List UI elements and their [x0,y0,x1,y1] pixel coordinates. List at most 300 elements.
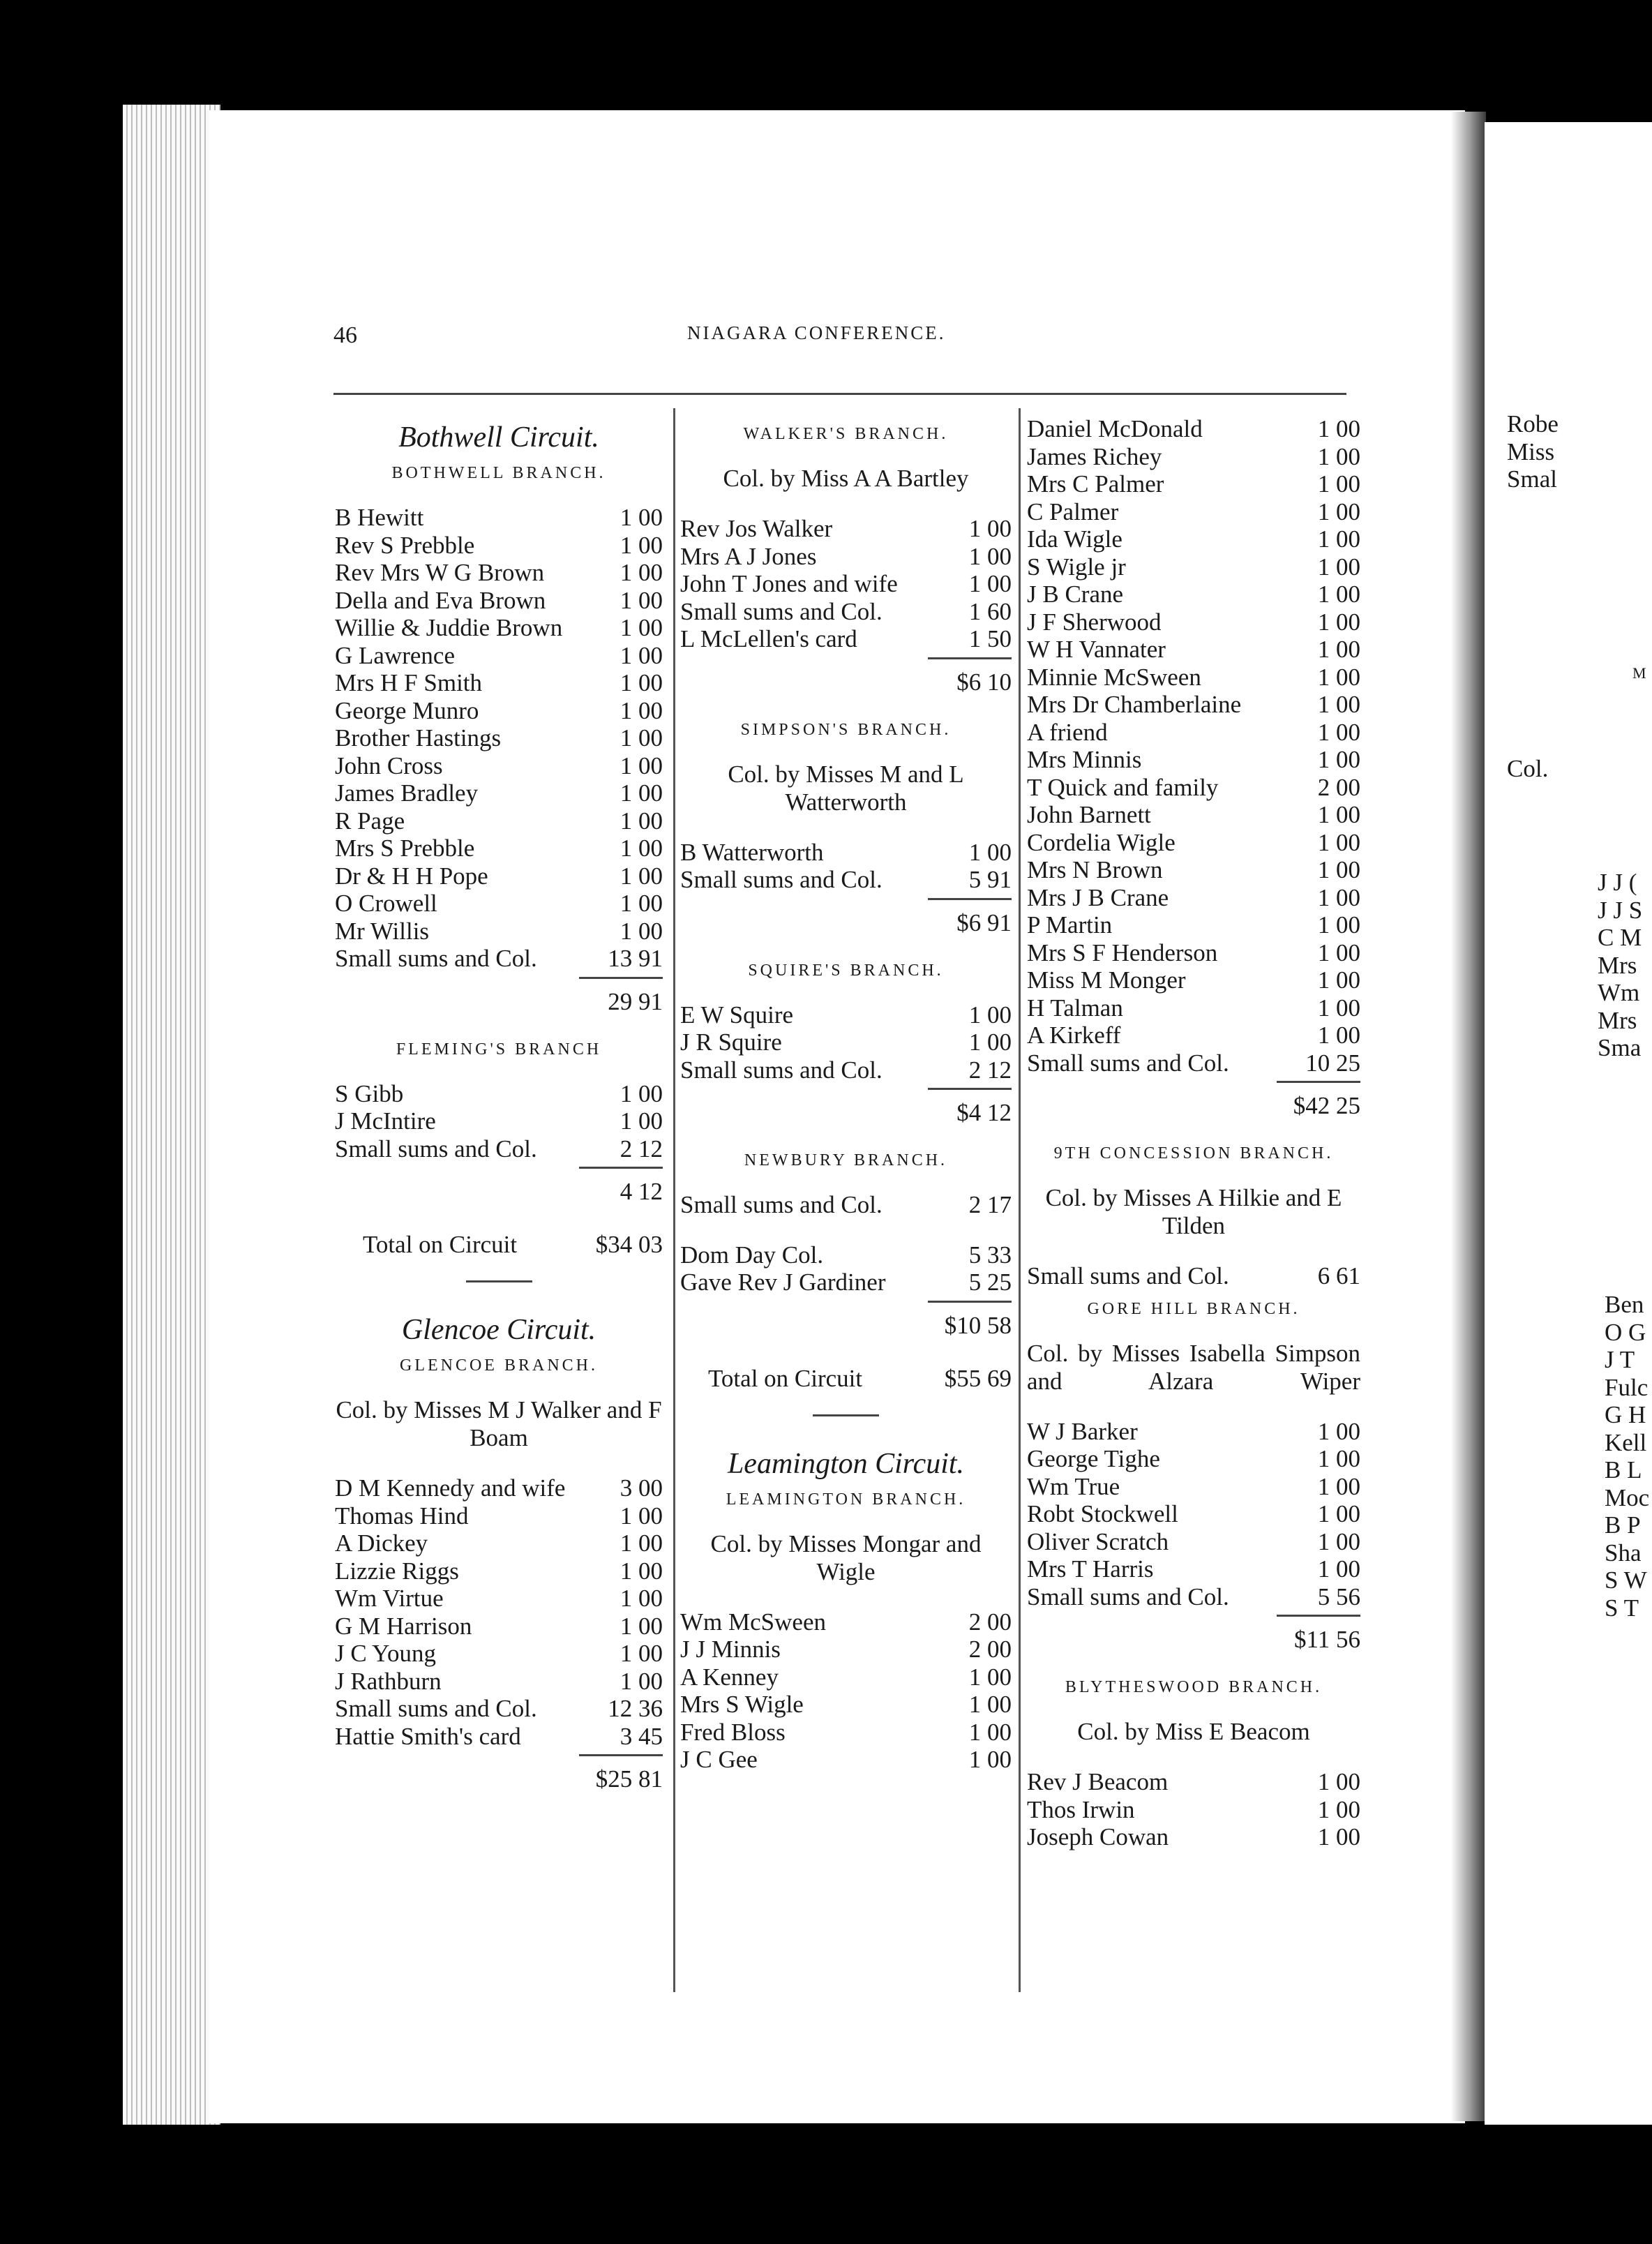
contributor-name: Small sums and Col. [335,1135,537,1162]
contribution-row [335,532,663,560]
facing-page-line: Sha [1605,1539,1642,1566]
contribution-amount: 1 00 [1317,581,1360,608]
contribution-row [335,1640,663,1668]
facing-page-line: Moc [1605,1483,1650,1511]
contribution-amount: 1 00 [1317,1555,1360,1583]
contribution-row [335,752,663,780]
facing-page-fragment-c [1605,1291,1649,1622]
facing-page-line: B L [1605,1456,1642,1483]
contribution-amount: 1 00 [620,890,663,917]
branch-subtotal: $10 58 [944,1311,1012,1339]
contribution-row [680,1608,1012,1636]
sum-rule [579,1754,663,1756]
branch-subtotal: $25 81 [595,1765,663,1793]
contribution-amount: 1 00 [1317,691,1360,718]
contributor-name: Mrs S Wigle [680,1691,804,1718]
contribution-row [1027,746,1360,774]
contribution-amount: 1 00 [968,1663,1012,1691]
collector-line: Col. by Misses M and L Watterworth [728,760,964,816]
contributor-name: H Talman [1027,994,1123,1022]
contributor-name: J C Gee [680,1746,758,1773]
contribution-row [335,1529,663,1557]
contribution-amount: 1 00 [1317,1417,1360,1445]
circuit-total-label: Total on Circuit [363,1231,518,1258]
contribution-amount: 1 00 [620,1585,663,1612]
contribution-row [1027,1262,1360,1290]
contribution-amount: 1 00 [1317,938,1360,966]
book-gutter [1451,112,1486,2121]
sum-rule [928,657,1012,659]
contribution-row [680,570,1012,598]
contribution-amount: 2 00 [1317,773,1360,801]
contributor-name: Wm True [1027,1472,1120,1500]
contribution-amount: 5 56 [1317,1583,1360,1610]
contribution-amount: 1 00 [1317,1795,1360,1823]
facing-page-line: Mrs [1598,1006,1637,1034]
left-column [335,415,663,1818]
branch-heading: WALKER'S BRANCH. [743,425,949,443]
contribution-amount: 1 00 [1317,553,1360,581]
contribution-amount: 10 25 [1305,1049,1360,1077]
contributor-name: Rev Jos Walker [680,515,833,542]
facing-page-line: S T [1605,1594,1639,1622]
contributor-name: Mrs Dr Chamberlaine [1027,691,1242,718]
contribution-amount: 1 00 [968,1718,1012,1746]
branch-heading: 9TH CONCESSION BRANCH. [1053,1144,1334,1162]
contribution-amount: 1 60 [968,597,1012,625]
contribution-amount: 6 61 [1317,1262,1360,1289]
contributor-name: Hattie Smith's card [335,1722,521,1750]
contribution-amount: 2 12 [968,1056,1012,1084]
branch-heading: LEAMINGTON BRANCH. [726,1490,966,1509]
contributor-name: Daniel McDonald [1027,415,1203,442]
contribution-amount: 1 00 [620,504,663,531]
contribution-row [1027,415,1360,443]
contribution-row [680,625,1012,653]
contribution-row [680,866,1012,894]
contribution-row [680,1241,1012,1269]
contribution-amount: 1 00 [1317,718,1360,746]
contribution-row [1027,994,1360,1022]
contribution-row [335,669,663,697]
contribution-row [1027,884,1360,912]
contribution-amount: 1 00 [1317,911,1360,938]
contribution-row [335,835,663,862]
contributor-name: O Crowell [335,890,437,917]
contribution-row [680,1028,1012,1056]
contribution-amount: 2 12 [620,1135,663,1162]
contribution-row [335,1135,663,1163]
contribution-row [680,1719,1012,1746]
contribution-row [1027,856,1360,884]
contributor-name: John T Jones and wife [680,570,898,597]
contributor-name: S Wigle jr [1027,553,1126,581]
circuit-heading: Glencoe Circuit. [401,1314,596,1346]
facing-page-line: Sma [1598,1034,1642,1061]
contributor-name: B Hewitt [335,504,424,531]
contribution-amount: 1 00 [968,1001,1012,1028]
contribution-amount: 1 00 [620,1557,663,1585]
contribution-row [1027,1768,1360,1796]
contribution-row [335,1557,663,1585]
contribution-amount: 1 00 [1317,966,1360,994]
contribution-amount: 1 00 [620,1107,663,1135]
circuit-total-label: Total on Circuit [708,1364,863,1392]
contribution-amount: 1 00 [620,1640,663,1667]
contribution-amount: 1 00 [1317,636,1360,663]
contribution-amount: 1 00 [1317,801,1360,828]
branch-heading: SIMPSON'S BRANCH. [740,720,952,739]
contributor-name: Mrs N Brown [1027,856,1163,883]
contribution-amount: 1 00 [968,570,1012,597]
branch-heading: BOTHWELL BRANCH. [391,464,606,482]
circuit-total-amount: $55 69 [944,1364,1012,1392]
contributor-name: George Munro [335,696,479,724]
contribution-amount: 1 00 [1317,1527,1360,1555]
contributor-name: A Kirkeff [1027,1022,1121,1049]
contribution-amount: 1 00 [1317,746,1360,773]
contribution-row [1027,1049,1360,1077]
contributor-name: W J Barker [1027,1417,1138,1445]
contribution-amount: 1 00 [968,1691,1012,1718]
collector-line: Col. by Misses M J Walker and F Boam [336,1396,662,1451]
contribution-amount: 1 00 [620,1529,663,1557]
contribution-row [1027,664,1360,691]
contribution-amount: 1 00 [1317,415,1360,442]
facing-page-fragment-b [1598,869,1642,1062]
contribution-amount: 5 33 [968,1241,1012,1269]
contribution-row [1027,498,1360,526]
facing-page-fragment-a [1507,410,1559,493]
contribution-row [335,1613,663,1640]
contribution-row [1027,1555,1360,1583]
contribution-row [335,918,663,945]
contribution-row [680,543,1012,571]
contribution-row [335,1585,663,1613]
contribution-row [680,1269,1012,1296]
contributor-name: P Martin [1027,911,1113,938]
contribution-row [1027,774,1360,802]
branch-heading: FLEMING'S BRANCH [396,1040,602,1059]
contribution-amount: 1 00 [620,559,663,586]
contribution-row [1027,1528,1360,1556]
contribution-row [1027,1796,1360,1824]
contribution-amount: 1 00 [1317,608,1360,636]
circuit-total-row [335,1230,663,1259]
contributor-name: B Watterworth [680,838,824,866]
branch-subtotal: $6 91 [956,908,1012,936]
contribution-row [680,1636,1012,1663]
contribution-amount: 1 00 [620,779,663,807]
contribution-row [335,559,663,587]
contribution-amount: 1 00 [1317,856,1360,883]
column-divider-left [673,408,675,1992]
contributor-name: W H Vannater [1027,636,1166,663]
contribution-row [335,724,663,752]
contributor-name: John Barnett [1027,801,1151,828]
contributor-name: J McIntire [335,1107,436,1135]
contribution-amount: 1 00 [620,917,663,945]
contributor-name: G M Harrison [335,1612,472,1640]
branch-subtotal: 4 12 [620,1178,663,1205]
contribution-row [1027,581,1360,608]
contribution-amount: 13 91 [608,945,663,972]
contributor-name: Mrs J B Crane [1027,883,1169,911]
section-separator [813,1414,879,1416]
contribution-row [1027,1022,1360,1049]
circuit-total-amount: $34 03 [595,1231,663,1258]
right-column [1027,415,1360,1851]
contributor-name: A friend [1027,718,1108,746]
contribution-amount: 1 00 [1317,525,1360,553]
contribution-amount: 1 00 [968,838,1012,866]
contribution-amount: 1 00 [1317,828,1360,856]
contributor-name: D M Kennedy and wife [335,1474,566,1502]
contributor-name: Rev Mrs W G Brown [335,559,545,586]
column-divider-right [1019,408,1021,1992]
facing-page-line: O G [1605,1318,1646,1346]
facing-page-line: Ben [1605,1291,1644,1318]
contribution-row [1027,911,1360,939]
branch-subtotal: $42 25 [1293,1092,1360,1119]
contributor-name: Wm Virtue [335,1585,444,1612]
contribution-amount: 1 00 [620,586,663,614]
facing-page-line: Fulc [1605,1373,1649,1401]
contribution-amount: 1 00 [1317,994,1360,1022]
branch-subtotal: $6 10 [956,668,1012,696]
contribution-amount: 2 00 [968,1636,1012,1663]
contribution-row [335,779,663,807]
sum-rule [579,977,663,979]
contribution-amount: 1 00 [1317,883,1360,911]
branch-subtotal: $11 56 [1294,1626,1360,1653]
collector-line: Col. by Misses A Hilkie and E Tilden [1045,1184,1342,1239]
contribution-row [335,1695,663,1723]
contributor-name: James Richey [1027,442,1162,470]
contribution-row [680,1691,1012,1719]
contributor-name: Thos Irwin [1027,1795,1135,1823]
contribution-amount: 1 50 [968,625,1012,652]
contribution-amount: 1 00 [620,696,663,724]
contributor-name: Small sums and Col. [335,945,537,972]
facing-page-collector: Col. [1507,755,1549,782]
contribution-amount: 1 00 [620,669,663,696]
collector-line: Col. by Misses Isabella Simpson and Alzara Wiper [1027,1339,1360,1395]
contribution-row [680,1663,1012,1691]
contribution-amount: 1 00 [620,531,663,559]
contribution-row [1027,1500,1360,1528]
contribution-row [335,587,663,615]
facing-page-line: Wm [1598,979,1640,1006]
facing-page-line: S W [1605,1566,1647,1594]
contributor-name: Small sums and Col. [680,866,883,893]
sum-rule [1277,1081,1360,1083]
contribution-row [1027,608,1360,636]
contributor-name: Joseph Cowan [1027,1823,1169,1850]
contribution-amount: 1 00 [1317,1823,1360,1850]
contributor-name: Mrs H F Smith [335,669,483,696]
contribution-row [335,697,663,725]
contribution-amount: 1 00 [1317,663,1360,691]
contributor-name: Thomas Hind [335,1502,469,1529]
contributor-name: J B Crane [1027,581,1124,608]
contribution-amount: 5 91 [968,866,1012,893]
sum-rule [928,898,1012,900]
contributor-name: Lizzie Riggs [335,1557,459,1585]
contribution-amount: 1 00 [1317,1472,1360,1500]
middle-column [680,415,1012,1774]
contributor-name: Small sums and Col. [1027,1583,1229,1610]
contributor-name: Miss M Monger [1027,966,1186,994]
contribution-row [680,1001,1012,1029]
contributor-name: Dom Day Col. [680,1241,824,1269]
contribution-amount: 1 00 [620,1079,663,1107]
contribution-row [1027,691,1360,719]
contributor-name: E W Squire [680,1001,794,1028]
contribution-amount: 1 00 [620,1502,663,1529]
contribution-row [1027,1823,1360,1851]
contribution-row [335,504,663,532]
facing-page-line: C M [1598,924,1642,951]
contribution-amount: 1 00 [620,641,663,669]
facing-page-line: J J S [1598,896,1643,924]
contribution-row [335,807,663,835]
contributor-name: T Quick and family [1027,773,1219,801]
sum-rule [928,1301,1012,1303]
contributor-name: James Bradley [335,779,479,807]
contributor-name: Gave Rev J Gardiner [680,1269,886,1296]
contributor-name: Fred Bloss [680,1718,786,1746]
contribution-row [1027,636,1360,664]
contributor-name: Small sums and Col. [1027,1049,1229,1077]
contribution-row [335,614,663,642]
contribution-row [680,1746,1012,1774]
facing-page-line: Smal [1507,465,1557,493]
contribution-amount: 1 00 [620,614,663,641]
contribution-amount: 1 00 [620,724,663,751]
entry-gap [680,1219,1012,1241]
contributor-name: Small sums and Col. [680,1191,883,1218]
contribution-amount: 1 00 [620,751,663,779]
contributor-name: G Lawrence [335,641,455,669]
contribution-amount: 3 00 [620,1474,663,1502]
contribution-amount: 2 00 [968,1608,1012,1636]
header-rule [333,393,1346,395]
facing-page-line: B P [1605,1511,1641,1539]
contributor-name: Minnie McSween [1027,663,1201,691]
contribution-row [1027,829,1360,857]
contribution-row [1027,719,1360,747]
contribution-row [1027,939,1360,967]
facing-page-line: Mrs [1598,951,1637,979]
contributor-name: Ida Wigle [1027,525,1122,553]
contribution-row [1027,1445,1360,1473]
contribution-amount: 1 00 [620,862,663,890]
contribution-amount: 1 00 [1317,442,1360,470]
contribution-row [335,1723,663,1751]
contribution-row [680,839,1012,867]
contribution-row [1027,966,1360,994]
facing-page-line: Robe [1507,410,1559,437]
contributor-name: Mr Willis [335,917,430,945]
branch-subtotal: 29 91 [608,987,663,1015]
contributor-name: S Gibb [335,1079,404,1107]
contributor-name: Oliver Scratch [1027,1527,1169,1555]
facing-page-mark: M [1632,664,1646,682]
contributor-name: Mrs C Palmer [1027,470,1164,498]
contributor-name: Rev J Beacom [1027,1768,1169,1795]
contributor-name: Willie & Juddie Brown [335,614,563,641]
contribution-row [335,945,663,973]
branch-heading: GLENCOE BRANCH. [399,1356,598,1375]
branch-heading: BLYTHESWOOD BRANCH. [1065,1678,1323,1696]
contributor-name: J R Squire [680,1028,782,1056]
contribution-amount: 1 00 [968,1746,1012,1773]
contributor-name: Small sums and Col. [1027,1262,1229,1289]
contribution-row [335,1107,663,1135]
contribution-amount: 1 00 [968,515,1012,542]
contribution-amount: 1 00 [1317,470,1360,498]
contribution-row [680,598,1012,626]
contribution-row [335,642,663,670]
contributor-name: Small sums and Col. [680,597,883,625]
contribution-amount: 1 00 [620,807,663,835]
sum-rule [579,1167,663,1169]
page-number: 46 [333,322,357,348]
contribution-amount: 1 00 [1317,1445,1360,1472]
branch-heading: SQUIRE'S BRANCH. [748,961,944,980]
page-title: NIAGARA CONFERENCE. [687,322,946,343]
contribution-row [1027,1473,1360,1501]
contribution-amount: 2 17 [968,1191,1012,1218]
contributor-name: Della and Eva Brown [335,586,546,614]
contributor-name: George Tighe [1027,1445,1160,1472]
contribution-row [335,1668,663,1696]
contribution-amount: 1 00 [1317,1500,1360,1527]
contributor-name: Small sums and Col. [335,1695,537,1722]
contribution-amount: 1 00 [1317,1022,1360,1049]
contributor-name: Wm McSween [680,1608,826,1636]
contributor-name: Brother Hastings [335,724,502,751]
collector-line: Col. by Miss A A Bartley [723,465,969,492]
contributor-name: Mrs T Harris [1027,1555,1154,1583]
contribution-row [335,1502,663,1530]
branch-heading: NEWBURY BRANCH. [744,1151,948,1169]
facing-page-line: Miss [1507,437,1555,465]
contributor-name: J C Young [335,1640,436,1667]
contribution-row [335,862,663,890]
contributor-name: Mrs Minnis [1027,746,1142,773]
contribution-row [680,1191,1012,1219]
page-edges [123,105,220,2125]
collector-line: Col. by Miss E Beacom [1077,1718,1310,1745]
contribution-row [1027,1418,1360,1446]
contributor-name: Rev S Prebble [335,531,475,559]
contributor-name: Cordelia Wigle [1027,828,1176,856]
contribution-amount: 1 00 [620,1667,663,1695]
section-separator [466,1280,532,1282]
contributor-name: L McLellen's card [680,625,857,652]
contribution-amount: 1 00 [620,835,663,862]
contributor-name: J Rathburn [335,1667,442,1695]
contribution-row [1027,1583,1360,1611]
facing-page-line: J J ( [1598,869,1637,896]
contributor-name: Dr & H H Pope [335,862,488,890]
contribution-amount: 1 00 [968,542,1012,570]
contributor-name: Mrs S Prebble [335,835,475,862]
contribution-amount: 1 00 [968,1028,1012,1056]
contribution-amount: 1 00 [1317,498,1360,525]
